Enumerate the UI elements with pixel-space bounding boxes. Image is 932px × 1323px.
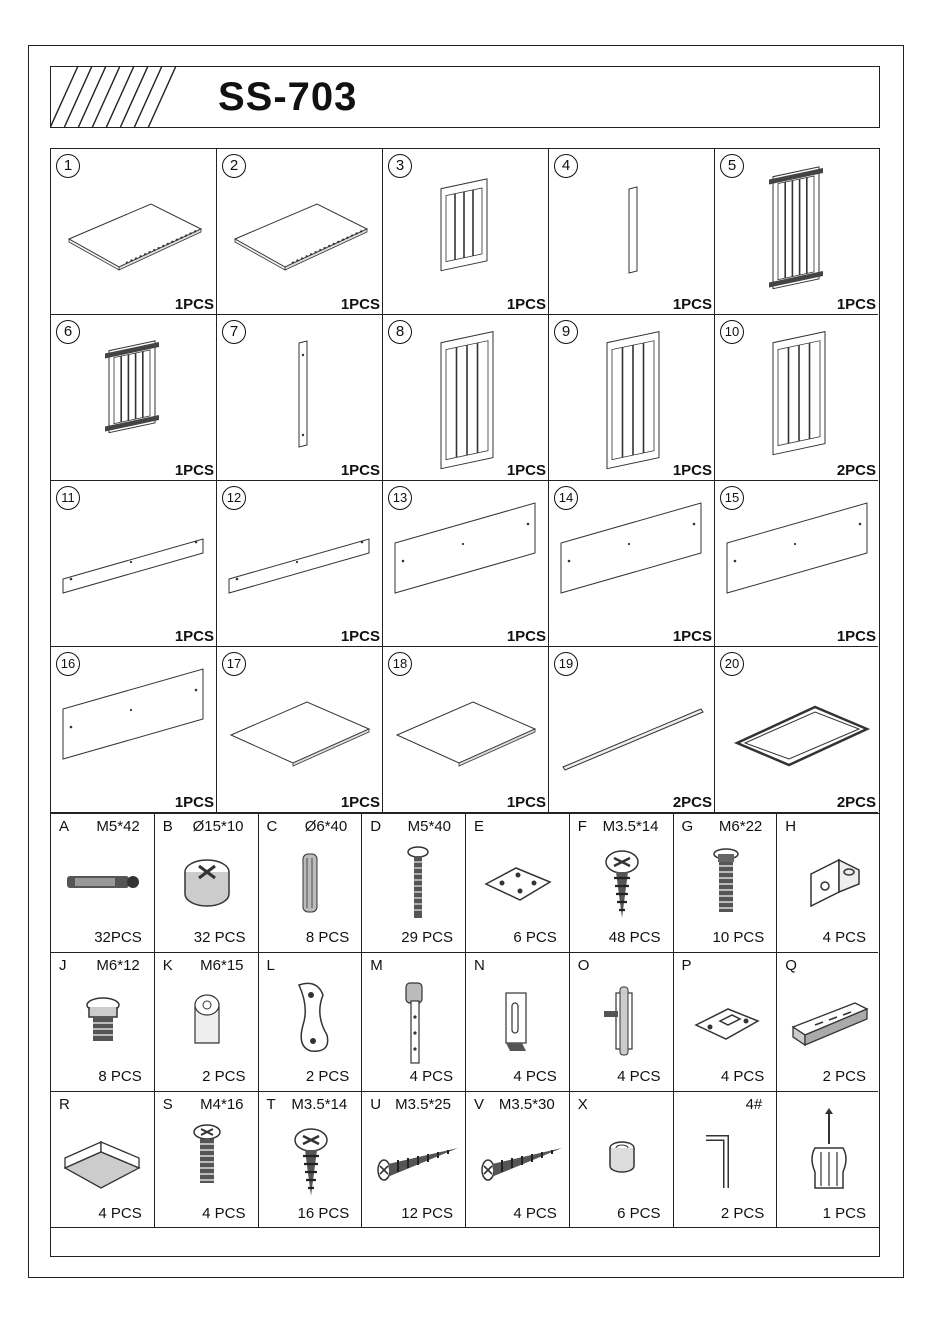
hardware-letter: H	[785, 818, 797, 835]
part-quantity: 1PCS	[836, 296, 876, 313]
part-number: 17	[222, 652, 246, 676]
hardware-quantity: 29 PCS	[401, 929, 453, 946]
part-panel-8	[383, 315, 549, 481]
part-quantity: 1PCS	[174, 628, 214, 645]
hardware-c	[259, 814, 363, 953]
hardware-quantity: 4 PCS	[720, 1068, 765, 1085]
hardware-spec: Ø15*10	[192, 818, 244, 835]
hardware-quantity: 48 PCS	[608, 929, 661, 946]
hardware-quantity: 12 PCS	[401, 1205, 453, 1222]
hardware-quantity: 6 PCS	[617, 1205, 661, 1222]
hardware-j	[51, 953, 155, 1092]
panel-parts-grid	[50, 148, 880, 814]
hardware-letter: X	[577, 1096, 588, 1113]
part-quantity: 2PCS	[672, 794, 712, 811]
hardware-quantity: 32 PCS	[193, 929, 246, 946]
hardware-letter: F	[577, 818, 587, 835]
part-number: 5	[720, 154, 744, 178]
hardware-quantity: 4 PCS	[409, 1068, 453, 1085]
part-panel-5	[715, 149, 878, 315]
hardware-spec: M3.5*14	[291, 1096, 348, 1113]
part-panel-10	[715, 315, 878, 481]
hardware-quantity: 16 PCS	[297, 1205, 350, 1222]
hardware-quantity: 8 PCS	[305, 929, 350, 946]
hardware-r	[51, 1092, 155, 1228]
hardware-u	[362, 1092, 466, 1228]
part-number: 4	[554, 154, 578, 178]
part-panel-19	[549, 647, 715, 813]
hardware-letter: L	[266, 957, 275, 974]
part-number: 16	[56, 652, 80, 676]
hardware-s	[155, 1092, 259, 1228]
screwdriver-icon	[777, 1092, 881, 1222]
part-quantity: 1PCS	[672, 462, 712, 479]
hardware-spec: M4*16	[200, 1096, 244, 1113]
part-panel-4	[549, 149, 715, 315]
part-panel-2	[217, 149, 383, 315]
part-panel-17	[217, 647, 383, 813]
hardware-spec: M3.5*25	[395, 1096, 451, 1113]
hardware-letter: D	[370, 818, 382, 835]
hardware-letter: P	[681, 957, 692, 974]
hardware-letter: E	[474, 818, 485, 835]
hardware-quantity: 4 PCS	[202, 1205, 246, 1222]
part-panel-16	[51, 647, 217, 813]
hardware-letter: C	[266, 818, 278, 835]
part-panel-20	[715, 647, 878, 813]
hardware-a	[51, 814, 155, 953]
hardware-quantity: 4 PCS	[98, 1205, 142, 1222]
part-panel-15	[715, 481, 878, 647]
part-quantity: 1PCS	[672, 628, 712, 645]
hardware-spec: M6*12	[96, 957, 140, 974]
hardware-q	[777, 953, 878, 1092]
hardware-letter: S	[162, 1096, 173, 1113]
hardware-quantity: 4 PCS	[617, 1068, 661, 1085]
hardware-h	[777, 814, 878, 953]
part-quantity: 1PCS	[174, 794, 214, 811]
part-quantity: 1PCS	[672, 296, 712, 313]
hardware-spec: M5*40	[407, 818, 451, 835]
part-number: 1	[56, 154, 80, 178]
hardware-spec: M3.5*30	[498, 1096, 555, 1113]
hardware-letter: O	[577, 957, 590, 974]
part-quantity: 1PCS	[340, 794, 380, 811]
hardware-quantity: 10 PCS	[712, 929, 765, 946]
hardware-f	[570, 814, 674, 953]
hardware-x	[570, 1092, 674, 1228]
hardware-m	[362, 953, 466, 1092]
hardware-spec: 4#	[745, 1096, 763, 1113]
hardware-letter: A	[59, 818, 70, 835]
hardware-k	[155, 953, 259, 1092]
footer-row	[50, 1227, 880, 1257]
hardware-spec: Ø6*40	[304, 818, 348, 835]
hardware-quantity: 8 PCS	[98, 1068, 142, 1085]
hardware-letter: N	[474, 957, 485, 974]
part-quantity: 1PCS	[506, 296, 546, 313]
part-number: 19	[554, 652, 578, 676]
part-number: 11	[56, 486, 80, 510]
hardware-t	[259, 1092, 363, 1228]
hardware-quantity: 32PCS	[94, 929, 142, 946]
part-number: 18	[388, 652, 412, 676]
hardware-allen-key	[674, 1092, 778, 1228]
part-panel-12	[217, 481, 383, 647]
part-number: 10	[720, 320, 744, 344]
hardware-g	[674, 814, 778, 953]
hardware-letter: B	[162, 818, 173, 835]
hardware-quantity: 4 PCS	[513, 1205, 557, 1222]
model-number: SS-703	[218, 75, 358, 119]
part-number: 14	[554, 486, 578, 510]
part-panel-14	[549, 481, 715, 647]
hardware-b	[155, 814, 259, 953]
hardware-letter: R	[59, 1096, 70, 1113]
part-panel-13	[383, 481, 549, 647]
hardware-letter: M	[370, 957, 383, 974]
part-quantity: 1PCS	[174, 462, 214, 479]
hardware-spec: M6*15	[200, 957, 244, 974]
hardware-spec: M3.5*14	[602, 818, 659, 835]
part-quantity: 1PCS	[340, 462, 380, 479]
part-panel-18	[383, 647, 549, 813]
part-quantity: 1PCS	[174, 296, 214, 313]
hardware-d	[362, 814, 466, 953]
part-quantity: 1PCS	[506, 628, 546, 645]
part-quantity: 1PCS	[836, 628, 876, 645]
part-number: 8	[388, 320, 412, 344]
part-quantity: 1PCS	[506, 794, 546, 811]
part-number: 12	[222, 486, 246, 510]
hardware-quantity: 2 PCS	[305, 1068, 350, 1085]
hardware-n	[466, 953, 570, 1092]
hardware-letter: J	[59, 957, 67, 974]
hardware-spec: M6*22	[718, 818, 763, 835]
hardware-letter: Q	[785, 957, 797, 974]
part-quantity: 2PCS	[836, 462, 876, 479]
part-number: 2	[222, 154, 246, 178]
hardware-parts-grid	[50, 813, 880, 1228]
hardware-screwdriver	[777, 1092, 878, 1228]
hardware-l	[259, 953, 363, 1092]
part-number: 13	[388, 486, 412, 510]
part-quantity: 1PCS	[340, 628, 380, 645]
part-panel-3	[383, 149, 549, 315]
hardware-v	[466, 1092, 570, 1228]
hardware-p	[674, 953, 778, 1092]
hardware-letter: U	[370, 1096, 382, 1113]
part-panel-9	[549, 315, 715, 481]
hardware-quantity: 4 PCS	[822, 929, 866, 946]
hardware-quantity: 1 PCS	[822, 1205, 866, 1222]
part-panel-6	[51, 315, 217, 481]
hardware-letter: G	[681, 818, 694, 835]
hardware-quantity: 2 PCS	[822, 1068, 866, 1085]
hardware-letter: K	[162, 957, 173, 974]
hardware-o	[570, 953, 674, 1092]
hardware-letter: V	[474, 1096, 485, 1113]
part-panel-7	[217, 315, 383, 481]
part-number: 6	[56, 320, 80, 344]
part-quantity: 1PCS	[340, 296, 380, 313]
hardware-letter: T	[266, 1096, 276, 1113]
part-number: 15	[720, 486, 744, 510]
hardware-quantity: 6 PCS	[513, 929, 557, 946]
part-number: 9	[554, 320, 578, 344]
slash-stripes-logo	[50, 66, 200, 128]
part-quantity: 1PCS	[506, 462, 546, 479]
part-quantity: 2PCS	[836, 794, 876, 811]
hardware-spec: M5*42	[96, 818, 140, 835]
hardware-quantity: 4 PCS	[513, 1068, 557, 1085]
hardware-quantity: 2 PCS	[720, 1205, 765, 1222]
part-number: 3	[388, 154, 412, 178]
hardware-e	[466, 814, 570, 953]
part-number: 20	[720, 652, 744, 676]
part-panel-11	[51, 481, 217, 647]
part-panel-1	[51, 149, 217, 315]
hardware-quantity: 2 PCS	[202, 1068, 246, 1085]
part-number: 7	[222, 320, 246, 344]
